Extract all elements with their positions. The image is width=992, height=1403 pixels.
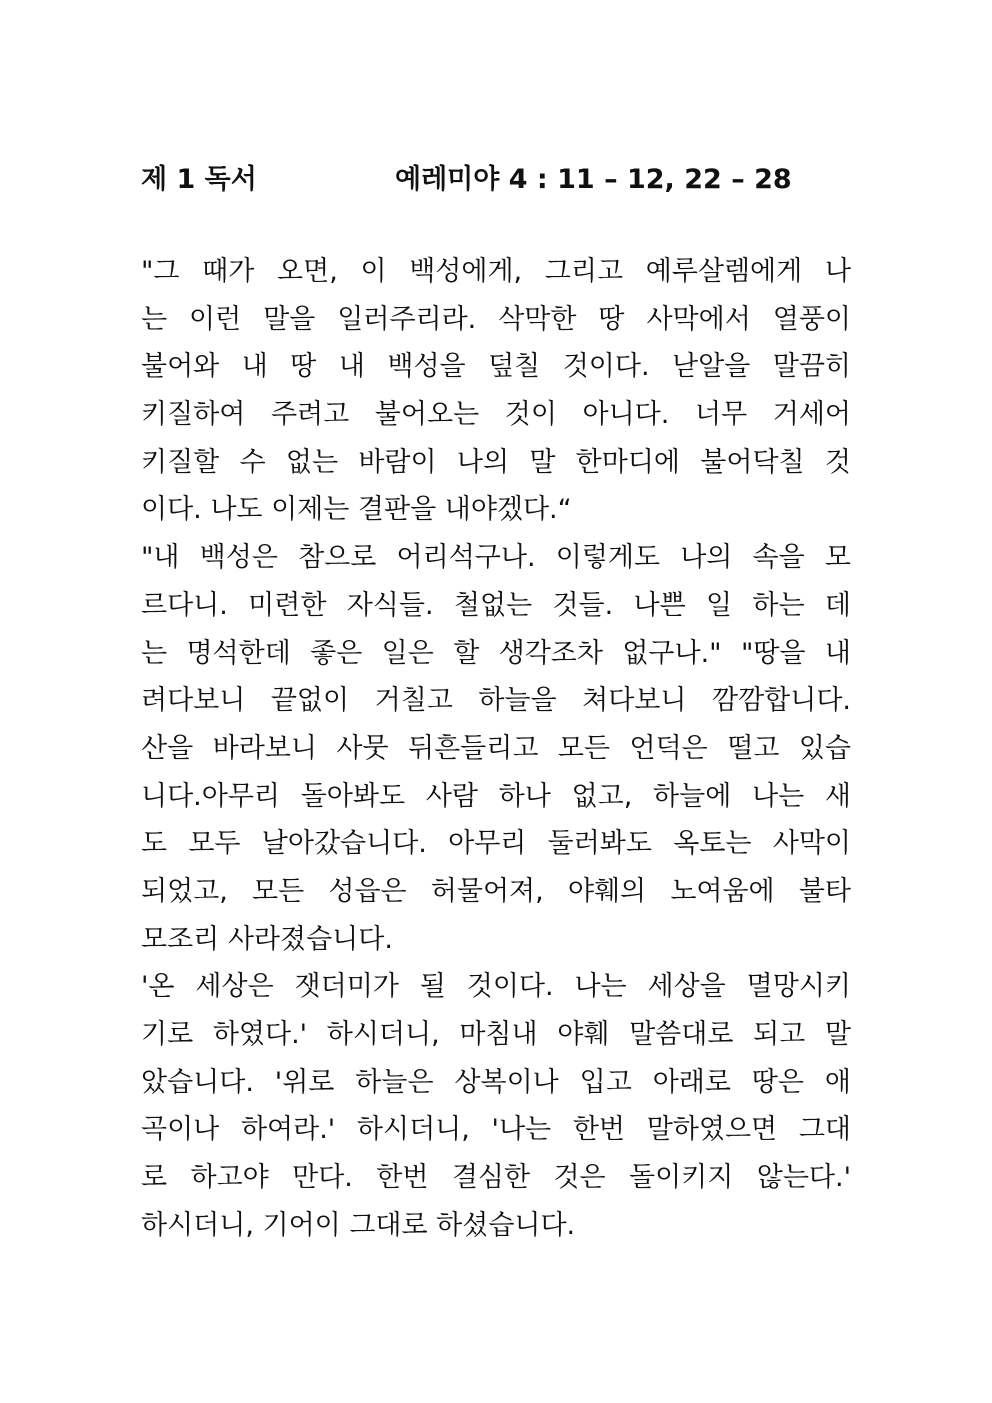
reading-body xyxy=(141,248,851,1249)
text-line: 았습니다. '위로 하늘은 상복이나 입고 아래로 땅은 애 xyxy=(141,1066,851,1098)
text-line: 니다.아무리 돌아봐도 사람 하나 없고, 하늘에 나는 새 xyxy=(141,780,851,812)
text-line: "내 백성은 참으로 어리석구나. 이렇게도 나의 속을 모 xyxy=(141,542,851,574)
text-line: 모조리 사라졌습니다. xyxy=(141,923,393,955)
text-line: 로 하고야 만다. 한번 결심한 것은 돌이키지 않는다.' xyxy=(141,1162,851,1194)
text-line: 곡이나 하여라.' 하시더니, '나는 한번 말하였으면 그대 xyxy=(141,1114,851,1146)
reading-label: 제 1 독서 xyxy=(141,164,257,195)
text-line: 키질할 수 없는 바람이 나의 말 한마디에 불어닥칠 것 xyxy=(141,446,851,478)
text-line: 는 명석한데 좋은 일은 할 생각조차 없구나." "땅을 내 xyxy=(141,637,851,669)
text-line: 산을 바라보니 사뭇 뒤흔들리고 모든 언덕은 떨고 있습 xyxy=(141,732,851,764)
text-line: 이다. 나도 이제는 결판을 내야겠다.“ xyxy=(141,494,572,526)
text-line: 키질하여 주려고 불어오는 것이 아니다. 너무 거세어 xyxy=(141,399,851,431)
text-line: "그 때가 오면, 이 백성에게, 그리고 예루살렘에게 나 xyxy=(141,256,851,287)
text-line: 도 모두 날아갔습니다. 아무리 둘러봐도 옥토는 사막이 xyxy=(141,828,851,860)
text-line: 려다보니 끝없이 거칠고 하늘을 쳐다보니 깜깜합니다. xyxy=(141,685,851,717)
text-line: '온 세상은 잿더미가 될 것이다. 나는 세상을 멸망시키 xyxy=(141,971,851,1003)
text-line: 기로 하였다.' 하시더니, 마침내 야훼 말씀대로 되고 말 xyxy=(141,1019,851,1050)
text-line: 되었고, 모든 성읍은 허물어져, 야훼의 노여움에 불타 xyxy=(141,875,851,907)
text-line: 는 이런 말을 일러주리라. 삭막한 땅 사막에서 열풍이 xyxy=(141,303,851,335)
text-line: 불어와 내 땅 내 백성을 덮칠 것이다. 낟알을 말끔히 xyxy=(141,351,851,383)
scripture-reference: 예레미야 4 : 11 – 12, 22 – 28 xyxy=(395,164,792,195)
text-line: 하시더니, 기어이 그대로 하셨습니다. xyxy=(141,1209,576,1241)
text-line: 르다니. 미련한 자식들. 철없는 것들. 나쁜 일 하는 데 xyxy=(141,589,851,621)
reading-heading xyxy=(141,158,851,202)
